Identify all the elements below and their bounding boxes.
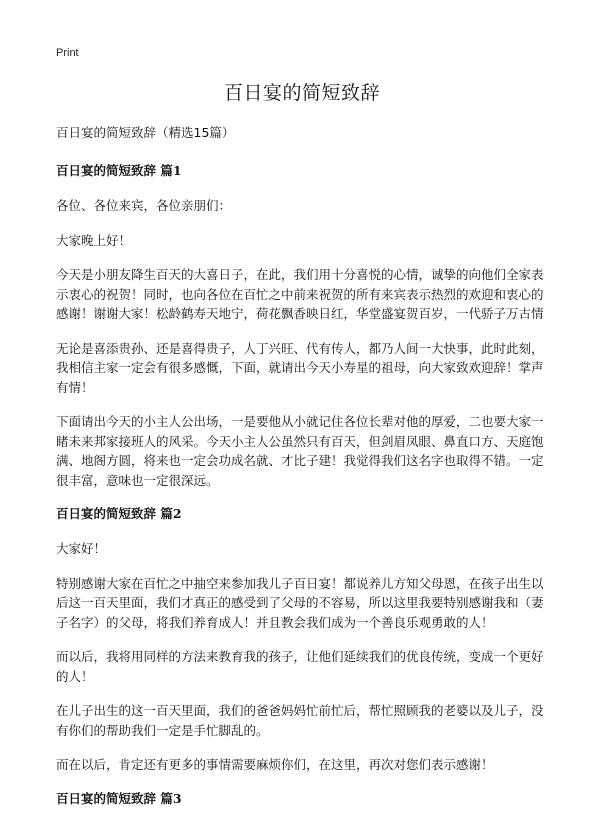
- document-subtitle: 百日宴的简短致辞（精选15篇）: [56, 125, 235, 140]
- paragraph: 大家好！: [56, 541, 107, 556]
- paragraph: 而以后，我将用同样的方法来教育我的孩子，让他们延续我们的优良传统，变成一个更好的人！: [56, 649, 544, 684]
- paragraph: 而在以后，肯定还有更多的事情需要麻烦你们，在这里，再次对您们表示感谢！: [56, 757, 494, 772]
- section-heading: 百日宴的简短致辞 篇2: [56, 506, 182, 521]
- page-title: 百日宴的简短致辞: [223, 82, 380, 104]
- paragraph: 无论是喜添贵孙、还是喜得贵子，人丁兴旺、代有传人，都乃人间一大快事，此时此刻，我相信主家一定会有很多感慨，下面，就请出今天小寿星的祖母，向大家致欢迎辞！掌声有情！: [56, 340, 544, 395]
- paragraph: 特别感谢大家在百忙之中抽空来参加我儿子百日宴！都说养儿方知父母恩，在孩子出生以后这一百天里面，我们才真正的感受到了父母的不容易，所以这里我要特别感谢我和（妻子名字）的父母，将我们养育成人！并且教会我们成为一个善良乐观勇敢的人！: [56, 575, 544, 630]
- document-page: [56, 78, 548, 824]
- paragraph: 各位、各位来宾，各位亲朋们：: [56, 198, 232, 213]
- section-3: [56, 790, 548, 808]
- section-heading: 百日宴的简短致辞 篇1: [56, 163, 182, 178]
- paragraph: 今天是小朋友降生百天的大喜日子，在此，我们用十分喜悦的心情，诚挚的向他们全家表示衷心的祝贺！同时，也向各位在百忙之中前来祝贺的所有来宾表示热烈的欢迎和衷心的感谢！谢谢大家！松龄鹤寿天地宁，荷花飘香映日红，华堂盛宴贺百岁，一代骄子万古情: [56, 267, 544, 321]
- print-link[interactable]: Print: [56, 47, 79, 59]
- section-heading: 百日宴的简短致辞 篇3: [56, 790, 182, 806]
- paragraph: 下面请出今天的小主人公出场，一是要他从小就记住各位长辈对他的厚爱，二也要大家一睹未来邦家接班人的风采。今天小主人公虽然只有百天，但剑眉凤眼、鼻直口方、天庭饱满、地阁方圆，将来也一定会功成名就、才比子建！我觉得我们这名字也取得不错。一定很丰富，意味也一定很深远。: [56, 414, 544, 488]
- paragraph: 在儿子出生的这一百天里面，我们的爸爸妈妈忙前忙后，帮忙照顾我的老婆以及儿子，没有你们的帮助我们一定是手忙脚乱的。: [56, 703, 544, 738]
- section-2: [56, 505, 548, 775]
- paragraph: 大家晚上好！: [56, 232, 132, 248]
- section-1: [56, 162, 548, 490]
